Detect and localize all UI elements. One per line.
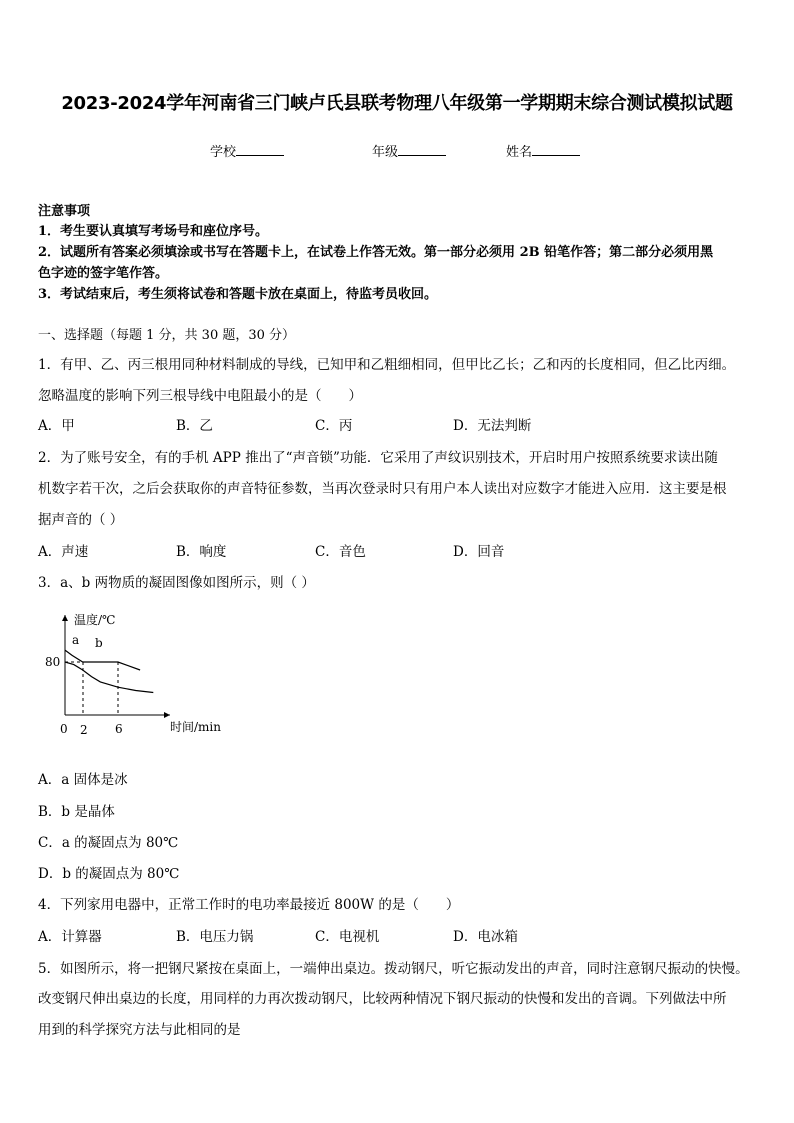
question-line: 改变钢尺伸出桌边的长度，用同样的力再次拨动钢尺，比较两种情况下钢尺振动的快慢和发出的音调。下列做法中所 bbox=[38, 991, 727, 1007]
question-line: 3．a、b 两物质的凝固图像如图所示，则（ ） bbox=[38, 575, 315, 591]
question-line: 据声音的（ ） bbox=[38, 512, 124, 528]
option-c[interactable]: C．a 的凝固点为 80℃ bbox=[38, 835, 179, 851]
x-axis-label: 时间/min bbox=[170, 720, 221, 734]
y-axis-label: 温度/℃ bbox=[74, 613, 116, 627]
option-b[interactable]: B．乙 bbox=[176, 418, 213, 434]
option-a[interactable]: A．计算器 bbox=[38, 929, 102, 945]
grade-label: 年级 bbox=[372, 145, 399, 160]
school-label: 学校 bbox=[210, 145, 237, 160]
page-title: 2023-2024学年河南省三门峡卢氏县联考物理八年级第一学期期末综合测试模拟试题 bbox=[61, 93, 733, 114]
question-line: 用到的科学探究方法与此相同的是 bbox=[38, 1022, 241, 1038]
solidification-graph bbox=[38, 605, 238, 745]
question-line: 4．下列家用电器中，正常工作时的电功率最接近 800W 的是（ ） bbox=[38, 897, 460, 913]
question-line: 机数字若干次，之后会获取你的声音特征参数，当再次登录时只有用户本人读出对应数字才能进入应用．这主要是根 bbox=[38, 481, 727, 497]
option-d[interactable]: D．回音 bbox=[453, 544, 505, 560]
option-b[interactable]: B．b 是晶体 bbox=[38, 804, 115, 820]
grade-blank[interactable] bbox=[398, 143, 446, 156]
x-tick-2: 2 bbox=[80, 723, 88, 737]
option-a[interactable]: A．a 固体是冰 bbox=[38, 772, 128, 788]
notice-item: 2．试题所有答案必须填涂或书写在答题卡上，在试卷上作答无效。第一部分必须用 2B 铅笔作答；第二部分必须用黑 bbox=[38, 245, 714, 260]
series-b-line bbox=[65, 650, 140, 670]
school-blank[interactable] bbox=[236, 143, 284, 156]
question-line: 1．有甲、乙、丙三根用同种材料制成的导线，已知甲和乙粗细相同，但甲比乙长；乙和丙的长度相同，但乙比丙细。 bbox=[38, 357, 736, 373]
option-c[interactable]: C．音色 bbox=[315, 544, 366, 560]
option-d[interactable]: D．b 的凝固点为 80℃ bbox=[38, 866, 180, 882]
option-a[interactable]: A．声速 bbox=[38, 544, 89, 560]
option-b[interactable]: B．响度 bbox=[176, 544, 227, 560]
notice-item: 3．考试结束后，考生须将试卷和答题卡放在桌面上，待监考员收回。 bbox=[38, 287, 438, 302]
option-c[interactable]: C．电视机 bbox=[315, 929, 380, 945]
grade-field[interactable] bbox=[372, 141, 446, 160]
series-b-label: b bbox=[95, 636, 103, 650]
question-line: 5．如图所示，将一把钢尺紧按在桌面上，一端伸出桌边。拨动钢尺，听它振动发出的声音，同时注意钢尺振动的快慢。 bbox=[38, 961, 749, 977]
series-a-label: a bbox=[72, 633, 80, 647]
section-heading: 一、选择题（每题 1 分，共 30 题，30 分） bbox=[38, 328, 296, 343]
y-tick-80: 80 bbox=[45, 655, 61, 669]
x-tick-0: 0 bbox=[60, 722, 68, 736]
name-label: 姓名 bbox=[506, 145, 533, 160]
notice-item: 色字迹的签字笔作答。 bbox=[38, 266, 169, 281]
option-a[interactable]: A．甲 bbox=[38, 418, 75, 434]
name-field[interactable] bbox=[506, 141, 580, 160]
option-b[interactable]: B．电压力锅 bbox=[176, 929, 254, 945]
series-a-line bbox=[65, 662, 153, 693]
x-tick-6: 6 bbox=[115, 722, 123, 736]
notice-item: 1．考生要认真填写考场号和座位序号。 bbox=[38, 224, 269, 239]
question-line: 忽略温度的影响下列三根导线中电阻最小的是（ ） bbox=[38, 388, 362, 404]
option-d[interactable]: D．电冰箱 bbox=[453, 929, 518, 945]
notice-heading: 注意事项 bbox=[38, 204, 91, 219]
school-field[interactable] bbox=[210, 141, 284, 160]
option-d[interactable]: D．无法判断 bbox=[453, 418, 532, 434]
question-line: 2．为了账号安全，有的手机 APP 推出了“声音锁”功能．它采用了声纹识别技术，开启时用户按照系统要求读出随 bbox=[38, 450, 718, 466]
option-c[interactable]: C．丙 bbox=[315, 418, 353, 434]
name-blank[interactable] bbox=[532, 143, 580, 156]
